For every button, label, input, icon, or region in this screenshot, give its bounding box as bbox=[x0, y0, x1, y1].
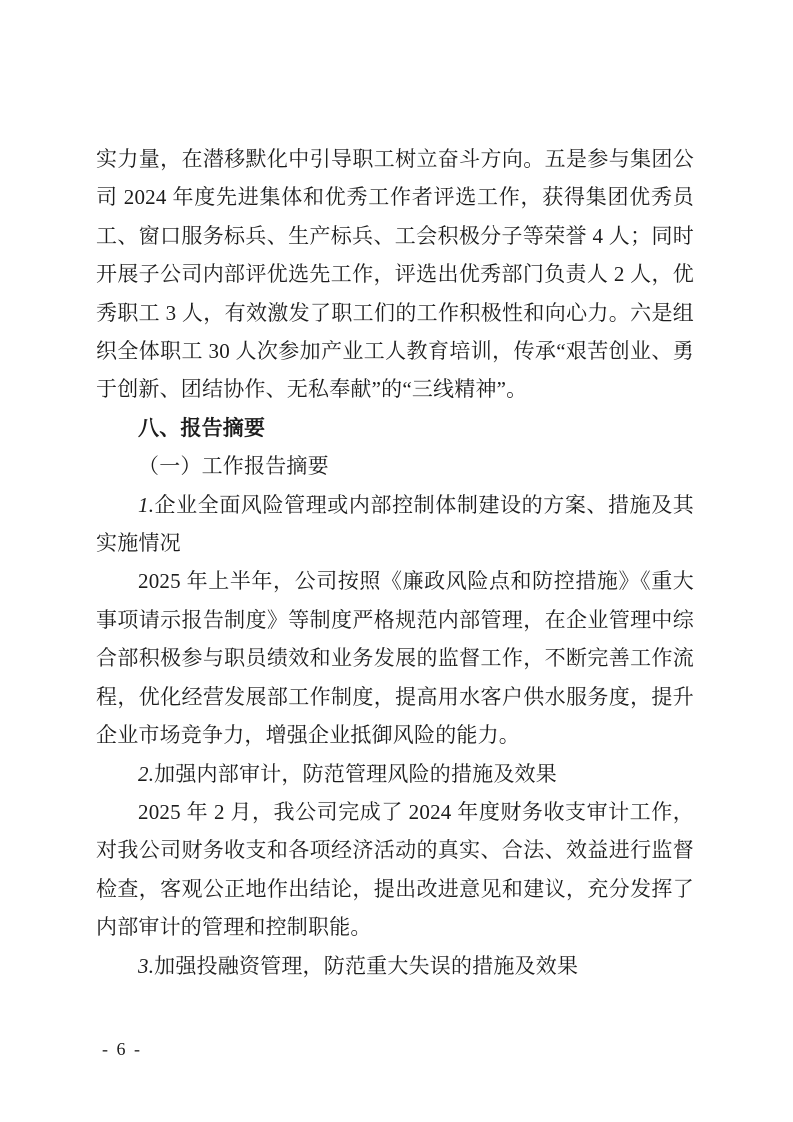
subsection-heading: （一）工作报告摘要 bbox=[138, 454, 329, 479]
paragraph-continuation: 实力量，在潜移默化中引导职工树立奋斗方向。五是参与集团公司 2024 年度先进集体和优秀工作者评选工作，获得集团优秀员工、窗口服务标兵、生产标兵、工会积极分子等荣誉 4 人；同时开展子公司内部评优选先工作，评选出优秀部门负责人 2 人，优秀职工 3 人，有效激发了职工们的工作积极性和向心力。六是组织全体职工 30 人次参加产业工人教育培训，传承“艰苦创业、勇于创新、团结协作、无私奉献”的“三线精神”。 bbox=[96, 147, 694, 402]
item-2-body: 2025 年 2 月，我公司完成了 2024 年度财务收支审计工作，对我公司财务收支和各项经济活动的真实、合法、效益进行监督检查，客观公正地作出结论，提出改进意见和建议，充分发挥了内部审计的管理和控制职能。 bbox=[96, 799, 694, 940]
item-3-heading: 3.加强投融资管理，防范重大失误的措施及效果 bbox=[138, 953, 579, 978]
section-heading: 八、报告摘要 bbox=[138, 415, 266, 440]
item-1-heading: 1.企业全面风险管理或内部控制体制建设的方案、措施及其实施情况 bbox=[96, 492, 694, 556]
item-2-heading: 2.加强内部审计，防范管理风险的措施及效果 bbox=[138, 761, 557, 786]
page-number: - 6 - bbox=[102, 1039, 142, 1059]
document-body bbox=[96, 140, 694, 985]
item-1-body: 2025 年上半年，公司按照《廉政风险点和防控措施》《重大事项请示报告制度》等制度严格规范内部管理，在企业管理中综合部积极参与职员绩效和业务发展的监督工作，不断完善工作流程，优化经营发展部工作制度，提高用水客户供水服务度，提升企业市场竞争力，增强企业抵御风险的能力。 bbox=[96, 569, 694, 748]
